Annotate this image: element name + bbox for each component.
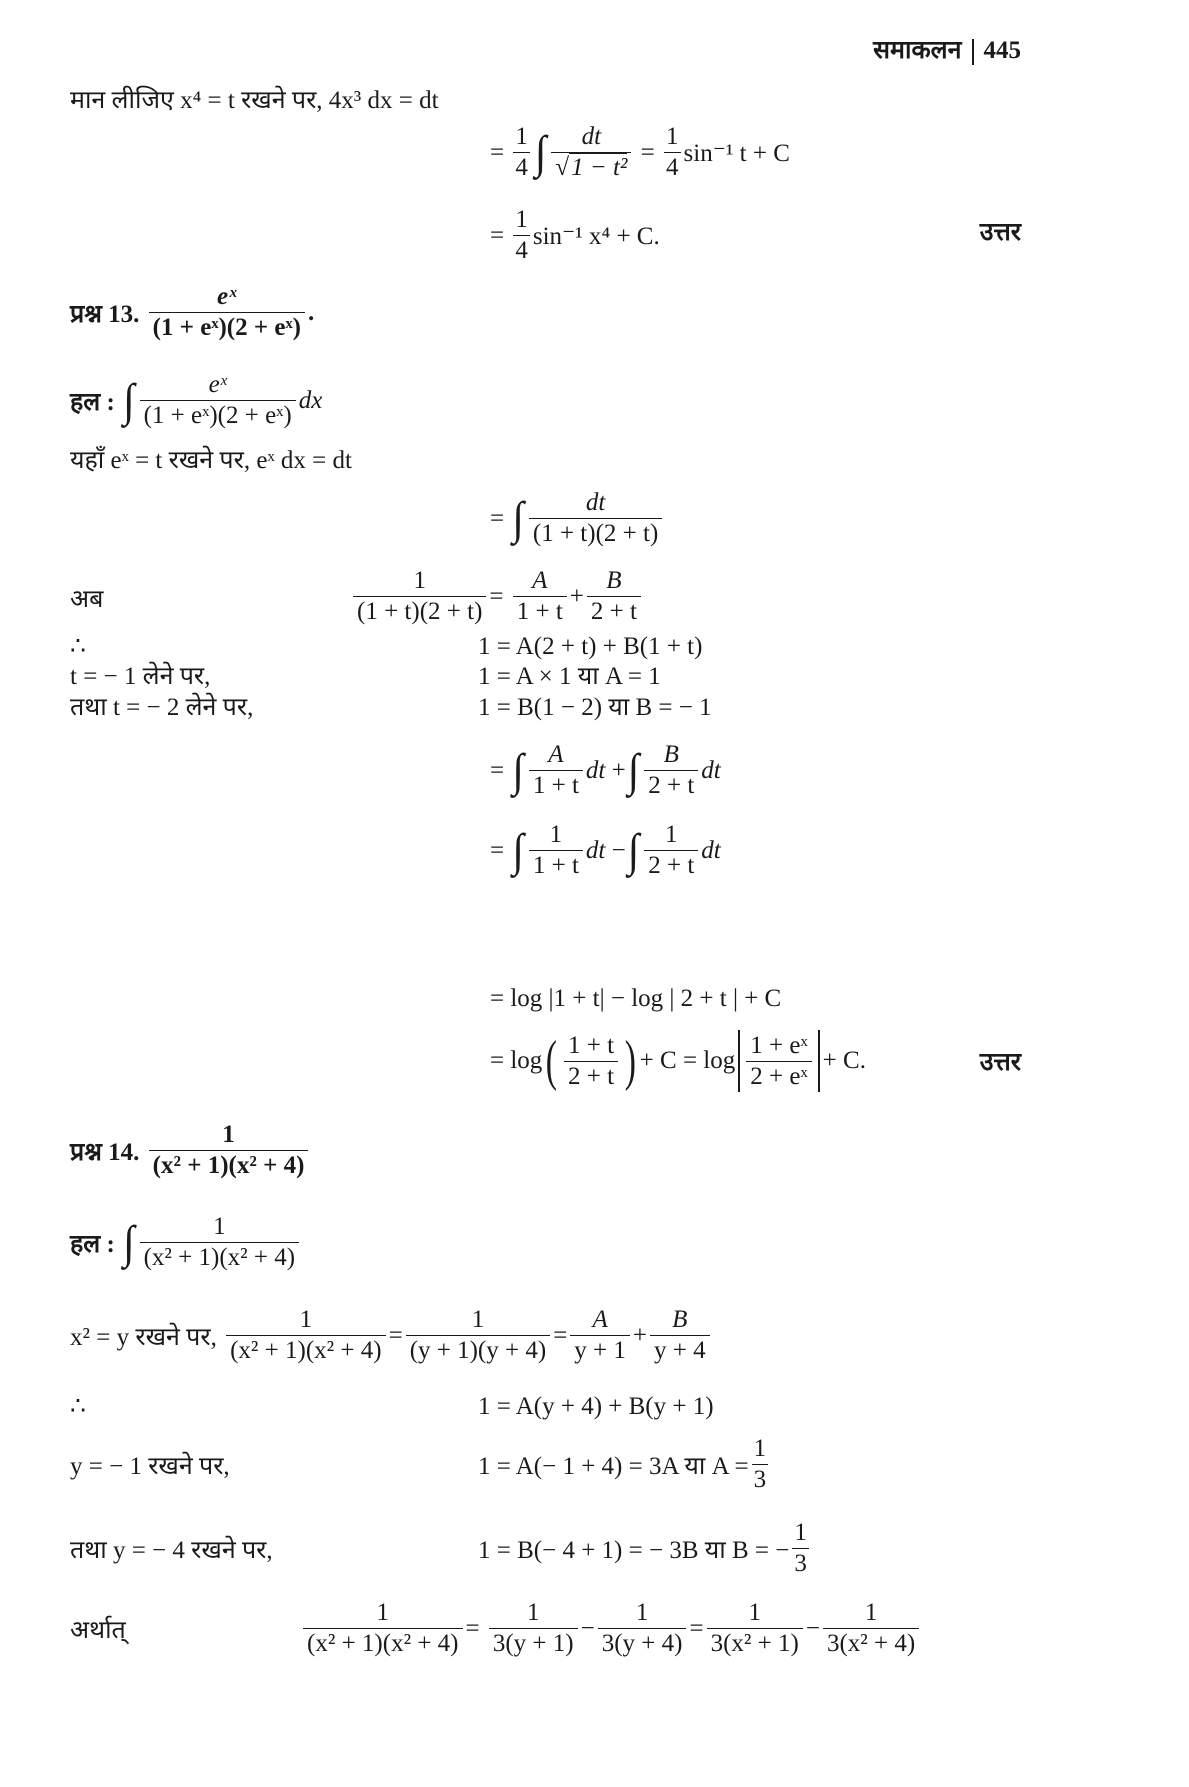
q14-final: $\frac{1}{\text{(x² + 1)(x² + 4)}}$ = $\frac{1}{3(y + 1)}$ − $\frac{1}{3(y + 4)}$ = $\frac{1}{\text{3(x² + 1)}}$ − $\frac{1}{\text{3(x² + 4)}}$ [300,1598,922,1659]
therefore-symbol: ∴ [70,633,86,660]
fraction: $\frac{1}{4}$ [666,123,679,181]
question-label: प्रश्न 13. [70,300,140,328]
answer-label: उत्तर [979,219,1021,246]
integral-sign: ∫ [123,375,135,426]
question-13: प्रश्न 13. $\frac{\text{eˣ}}{\text{(1 + eˣ)(2 + eˣ)}}$ . [70,283,315,341]
i-e-label: अर्थात् [70,1617,126,1644]
page-number: 445 [983,37,1021,64]
case-1-result: 1 = A × 1 या A = 1 [478,663,661,690]
q13-final: = log ( $\frac{1 + t}{2 + t}$ ) + C = log $\frac{\text{1 + eˣ}}{\text{2 + eˣ}}$ + C. [490,1030,866,1092]
fraction: $\frac{1}{4}$ [515,206,528,264]
fraction: $\frac{\text{eˣ}}{\text{(1 + eˣ)(2 + eˣ)}}$ [140,370,296,431]
case-1-label: y = − 1 रखने पर, [70,1453,230,1480]
header-divider [972,39,974,65]
answer-label: उत्तर [979,1049,1021,1076]
q13-step-log: = log |1 + t| − log | 2 + t | + C [490,985,782,1012]
q13-partial-fraction: $\frac{1}{(1 + t)(2 + t)}$ = $\frac{A}{1 + t}$ + $\frac{B}{2 + t}$ [350,566,644,627]
q13-step-split: = ∫ $\frac{A}{1 + t}$ dt + ∫ $\frac{B}{2 + t}$ dt [490,741,721,799]
q14-substitution: x² = y रखने पर, $\frac{1}{\text{(x² + 1)(x² + 4)}}$ = $\frac{1}{(y + 1)(y + 4)}$ = $\frac{A}{y + 1}$ + $\frac{B}{y + 4}$ [70,1305,713,1366]
page-header [873,36,1021,66]
q13-step-int: = ∫ $\frac{dt}{(1 + t)(2 + t)}$ [490,488,665,549]
case-2-result: 1 = B(1 − 2) या B = − 1 [478,694,712,721]
identity: 1 = A(2 + t) + B(1 + t) [478,633,703,660]
identity: 1 = A(y + 4) + B(y + 1) [478,1393,714,1420]
equals-sign: = [490,138,511,166]
q13-step-sub: = ∫ $\frac{1}{1 + t}$ dt − ∫ $\frac{1}{2 + t}$ dt [490,821,721,879]
question-14: प्रश्न 14. $\frac{1}{\text{(x² + 1)(x² + 4)}}$ [70,1120,311,1181]
chapter-title: समाकलन [873,37,962,64]
now-label: अब [70,586,104,613]
fraction: $\frac{1}{4}$ [515,123,528,181]
substitution-line: मान लीजिए x⁴ = t रखने पर, 4x³ dx = dt [70,87,439,114]
case-1-label: t = − 1 लेने पर, [70,663,211,690]
case-1-result: 1 = A(− 1 + 4) = 3A या A = $\frac{1}{3}$ [478,1435,767,1493]
q13-solution: हल : ∫ $\frac{\text{eˣ}}{\text{(1 + eˣ)(2 + eˣ)}}$ dx [70,371,323,429]
q13-substitution: यहाँ eˣ = t रखने पर, eˣ dx = dt [70,447,352,474]
integral-sign: ∫ [534,127,547,178]
intro-step-1: = $\frac{1}{4}$ ∫ $\frac{dt}{\text{√1 − t²}}$ = $\frac{1}{4}$ sin⁻¹ t + C [490,123,790,181]
solution-label: हल : [70,388,115,416]
fraction: $\frac{\text{eˣ}}{\text{(1 + eˣ)(2 + eˣ)}}$ [149,282,305,343]
fraction: $\frac{dt}{\text{√1 − t²}}$ [551,122,631,183]
case-2-label: तथा t = − 2 लेने पर, [70,694,254,721]
case-2-result: 1 = B(− 4 + 1) = − 3B या B = − $\frac{1}{3}$ [478,1519,807,1577]
therefore-symbol: ∴ [70,1393,86,1420]
case-2-label: तथा y = − 4 रखने पर, [70,1537,273,1564]
intro-step-2: = $\frac{1}{4}$ sin⁻¹ x⁴ + C. [490,206,660,264]
q14-solution: हल : ∫ $\frac{1}{\text{(x² + 1)(x² + 4)}}$ [70,1212,302,1273]
